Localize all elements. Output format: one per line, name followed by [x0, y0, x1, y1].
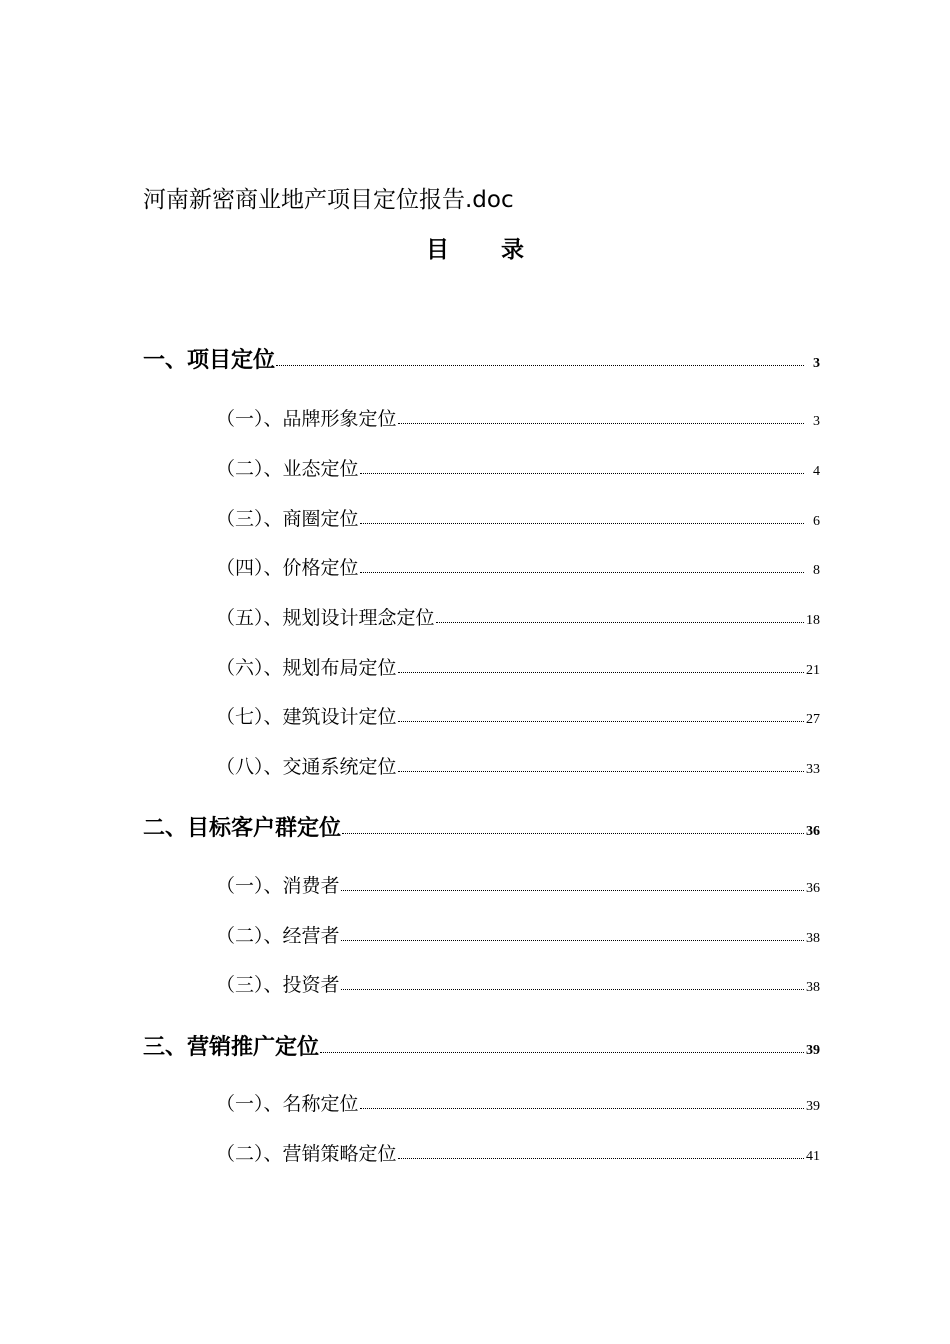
toc-entry-label: （一）、品牌形象定位 [216, 408, 397, 430]
toc-entry-page: 3 [813, 414, 820, 429]
toc-heading-char-1: 目 [426, 237, 449, 263]
leader-dots [341, 890, 804, 891]
leader-dots [341, 989, 804, 990]
toc-entry-label: 二、目标客户群定位 [143, 816, 342, 841]
toc-entry-label: （三）、投资者 [216, 974, 340, 996]
toc-entry-label: （八）、交通系统定位 [216, 756, 397, 778]
toc-entry-label: （六）、规划布局定位 [216, 657, 397, 679]
toc-entry-label: （七）、建筑设计定位 [216, 706, 397, 728]
toc-entry-1-1[interactable] [216, 404, 820, 434]
toc-entry-page: 36 [806, 824, 820, 839]
toc-entry-page: 6 [813, 514, 820, 529]
toc-entry-label: （二）、营销策略定位 [216, 1143, 397, 1165]
leader-dots [398, 721, 804, 722]
toc-entry-page: 41 [806, 1149, 820, 1164]
leader-dots [320, 1052, 804, 1053]
document-title: 河南新密商业地产项目定位报告.doc [143, 187, 514, 213]
leader-dots [276, 365, 804, 366]
toc-entry-2-3[interactable] [216, 970, 820, 1000]
toc-entry-page: 21 [806, 663, 820, 678]
toc-entry-page: 38 [806, 931, 820, 946]
leader-dots [360, 1108, 804, 1109]
toc-entry-1-6[interactable] [216, 653, 820, 683]
toc-entry-3-2[interactable] [216, 1139, 820, 1169]
toc-entry-page: 39 [806, 1099, 820, 1114]
toc-entry-2-2[interactable] [216, 921, 820, 951]
toc-entry-page: 33 [806, 762, 820, 777]
toc-entry-page: 18 [806, 613, 820, 628]
leader-dots [360, 523, 804, 524]
leader-dots [398, 423, 804, 424]
toc-entry-1-8[interactable] [216, 752, 820, 782]
leader-dots [436, 622, 804, 623]
leader-dots [398, 672, 804, 673]
toc-entry-2-1[interactable] [216, 871, 820, 901]
leader-dots [342, 833, 804, 834]
toc-entry-1[interactable] [143, 343, 820, 377]
toc-entry-page: 39 [806, 1043, 820, 1058]
leader-dots [398, 1158, 804, 1159]
toc-entry-page: 27 [806, 712, 820, 727]
toc-heading-char-2: 录 [501, 237, 524, 263]
toc-entry-1-2[interactable] [216, 454, 820, 484]
toc-entry-3[interactable] [143, 1030, 820, 1064]
leader-dots [341, 940, 804, 941]
toc-entry-1-3[interactable] [216, 504, 820, 534]
toc-entry-page: 38 [806, 980, 820, 995]
toc-entry-label: （一）、消费者 [216, 875, 340, 897]
toc-entry-2[interactable] [143, 811, 820, 845]
toc-entry-label: 三、营销推广定位 [143, 1035, 320, 1060]
toc-entry-page: 8 [813, 563, 820, 578]
toc-entry-label: （二）、经营者 [216, 925, 340, 947]
leader-dots [360, 572, 804, 573]
toc-entry-label: （五）、规划设计理念定位 [216, 607, 435, 629]
toc-entry-3-1[interactable] [216, 1089, 820, 1119]
toc-entry-label: （二）、业态定位 [216, 458, 359, 480]
leader-dots [360, 473, 804, 474]
toc-entry-page: 36 [806, 881, 820, 896]
toc-entry-1-7[interactable] [216, 702, 820, 732]
toc-entry-label: （三）、商圈定位 [216, 508, 359, 530]
toc-entry-label: （一）、名称定位 [216, 1093, 359, 1115]
toc-entry-page: 3 [813, 356, 820, 371]
leader-dots [398, 771, 804, 772]
toc-entry-label: （四）、价格定位 [216, 557, 359, 579]
toc-entry-page: 4 [813, 464, 820, 479]
toc-entry-label: 一、项目定位 [143, 348, 276, 373]
toc-entry-1-4[interactable] [216, 553, 820, 583]
toc-entry-1-5[interactable] [216, 603, 820, 633]
